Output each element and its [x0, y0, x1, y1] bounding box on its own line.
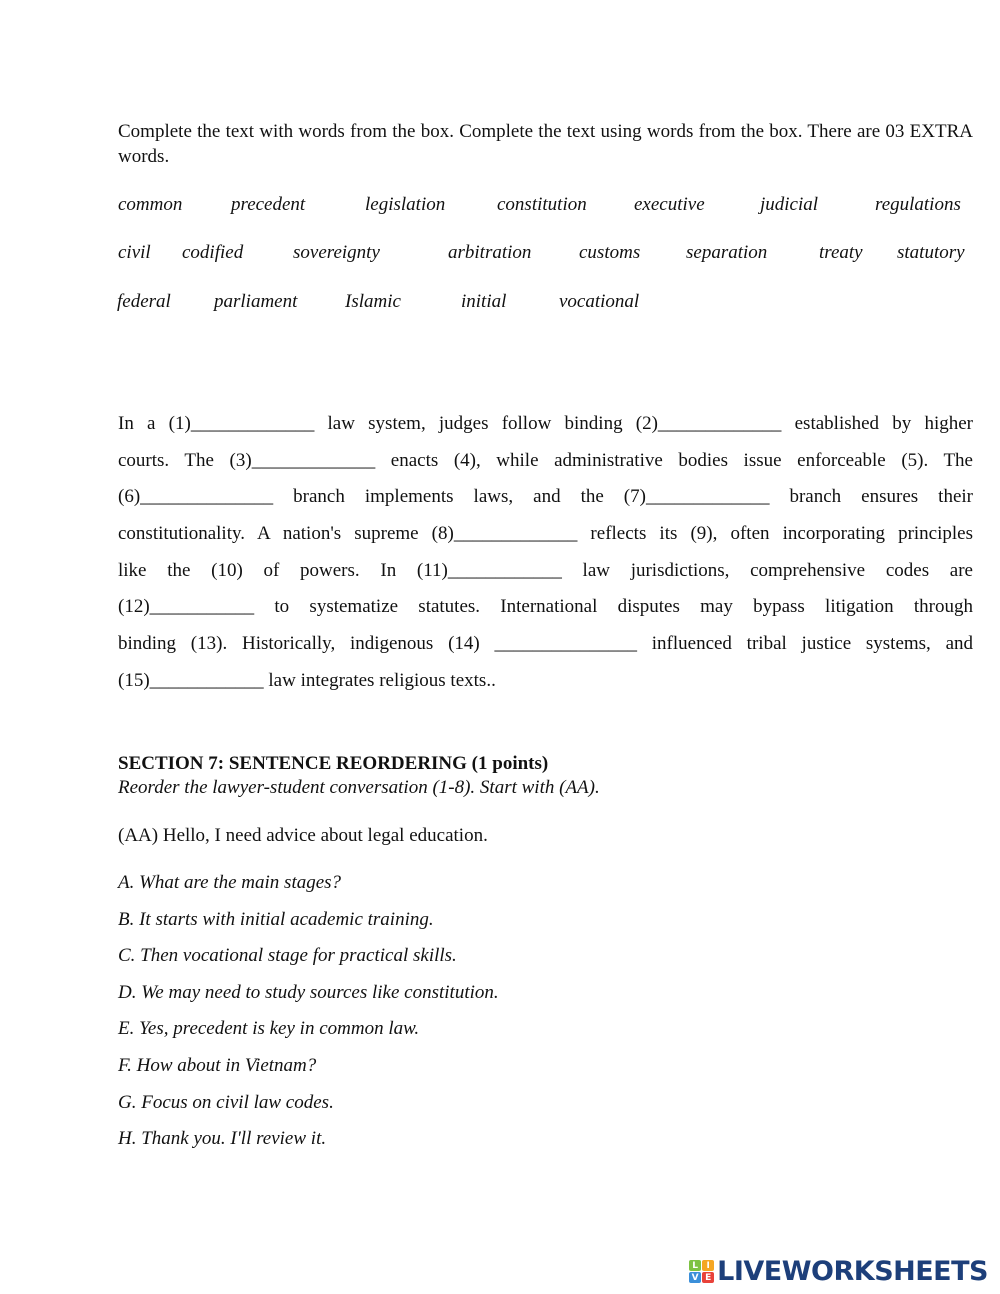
list-item: B. It starts with initial academic training. [118, 909, 434, 930]
word-box-item: regulations [875, 194, 961, 215]
logo-block: L [689, 1260, 701, 1271]
logo-block: I [702, 1260, 714, 1271]
liveworksheets-logo [689, 1256, 988, 1287]
instructions: Complete the text with words from the box. Complete the text using words from the box. There are 03 EXTRA words. [118, 121, 973, 167]
list-item: E. Yes, precedent is key in common law. [118, 1018, 420, 1039]
list-item: G. Focus on civil law codes. [118, 1092, 334, 1113]
word-box-item: judicial [760, 194, 819, 215]
logo-blocks-icon [689, 1260, 714, 1283]
word-box-item: constitution [497, 194, 587, 215]
list-item: C. Then vocational stage for practical skills. [118, 945, 457, 966]
word-box-item: federal [117, 291, 171, 312]
list-item: D. We may need to study sources like constitution. [118, 982, 499, 1003]
word-box-item: customs [579, 242, 641, 263]
section-instruction: Reorder the lawyer-student conversation (1-8). Start with (AA). [118, 777, 600, 798]
word-box-item: initial [461, 291, 507, 312]
logo-text: LIVEWORKSHEETS [717, 1256, 988, 1287]
passage-line: (12)___________ to systematize statutes. International disputes may bypass litigation through [118, 596, 973, 617]
passage-line: binding (13). Historically, indigenous (14) _______________ influenced tribal justice systems, and [118, 633, 973, 654]
list-item: A. What are the main stages? [118, 872, 342, 893]
passage-line: (6)______________ branch implements laws, and the (7)_____________ branch ensures their [118, 486, 973, 507]
logo-block: V [689, 1272, 701, 1283]
word-box-item: statutory [897, 242, 965, 263]
passage-line: courts. The (3)_____________ enacts (4), while administrative bodies issue enforceable (5). The [118, 450, 973, 471]
word-box-item: arbitration [448, 242, 532, 263]
word-box-item: legislation [365, 194, 446, 215]
word-box-item: vocational [559, 291, 640, 312]
list-item: H. Thank you. I'll review it. [118, 1128, 327, 1149]
word-box-item: codified [182, 242, 244, 263]
word-box-item: separation [686, 242, 768, 263]
list-item: F. How about in Vietnam? [118, 1055, 317, 1076]
section-heading: SECTION 7: SENTENCE REORDERING (1 points) [118, 753, 549, 774]
passage-line: (15)____________ law integrates religious texts.. [118, 670, 496, 691]
word-box-item: parliament [214, 291, 298, 312]
passage-line: In a (1)_____________ law system, judges follow binding (2)_____________ established by higher [118, 413, 973, 434]
passage-line: constitutionality. A nation's supreme (8)_____________ reflects its (9), often incorporating principles [118, 523, 973, 544]
logo-block: E [702, 1272, 714, 1283]
word-box-item: Islamic [345, 291, 401, 312]
word-box-item: civil [118, 242, 151, 263]
word-box-item: precedent [231, 194, 306, 215]
word-box-item: treaty [819, 242, 863, 263]
word-box-item: sovereignty [293, 242, 380, 263]
passage-line: like the (10) of powers. In (11)____________ law jurisdictions, comprehensive codes are [118, 560, 973, 581]
word-box-item: common [118, 194, 183, 215]
word-box-item: executive [634, 194, 705, 215]
starting-line: (AA) Hello, I need advice about legal education. [118, 825, 488, 846]
